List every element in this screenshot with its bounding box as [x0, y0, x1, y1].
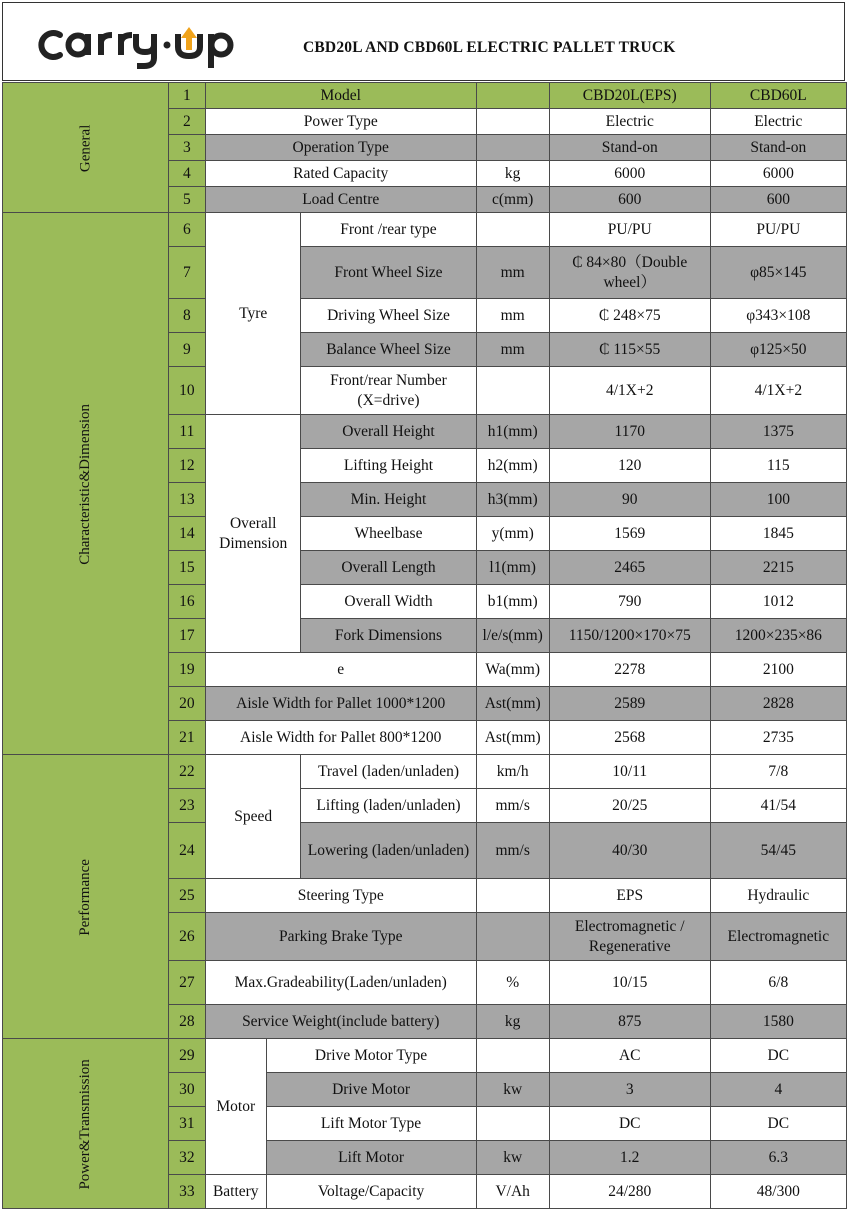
row-number: 26 [168, 913, 205, 961]
row-number: 6 [168, 213, 205, 247]
spec-label: Load Centre [205, 187, 476, 213]
spec-label: Lifting Height [301, 449, 476, 483]
spec-value-cbd60l: 6/8 [710, 961, 846, 1005]
category-characteristic-dimension: Characteristic&Dimension [3, 213, 169, 755]
spec-value-cbd20l: 2278 [549, 653, 710, 687]
spec-value-cbd60l: Hydraulic [710, 879, 846, 913]
spec-value-cbd20l: 90 [549, 483, 710, 517]
spec-value-cbd60l: 2215 [710, 551, 846, 585]
spec-value-cbd60l: PU/PU [710, 213, 846, 247]
spec-label: Balance Wheel Size [301, 333, 476, 367]
spec-label: e [205, 653, 476, 687]
spec-value-cbd60l: φ85×145 [710, 247, 846, 299]
spec-label: Drive Motor Type [266, 1039, 476, 1073]
spec-value-cbd20l: 1170 [549, 415, 710, 449]
row-number: 28 [168, 1005, 205, 1039]
row-number: 8 [168, 299, 205, 333]
spec-label: Max.Gradeability(Laden/unladen) [205, 961, 476, 1005]
spec-unit: c(mm) [476, 187, 549, 213]
spec-unit [476, 83, 549, 109]
row-number: 31 [168, 1107, 205, 1141]
spec-value-cbd20l: DC [549, 1107, 710, 1141]
spec-label: Overall Length [301, 551, 476, 585]
spec-value-cbd20l: Electric [549, 109, 710, 135]
spec-value-cbd60l: 2100 [710, 653, 846, 687]
spec-unit: y(mm) [476, 517, 549, 551]
spec-label: Service Weight(include battery) [205, 1005, 476, 1039]
row-number: 25 [168, 879, 205, 913]
spec-unit: kg [476, 161, 549, 187]
spec-value-cbd20l: 120 [549, 449, 710, 483]
spec-value-cbd60l: 1200×235×86 [710, 619, 846, 653]
row-number: 7 [168, 247, 205, 299]
spec-value-cbd20l: AC [549, 1039, 710, 1073]
spec-unit: V/Ah [476, 1175, 549, 1209]
spec-value-cbd60l: DC [710, 1107, 846, 1141]
group-motor: Motor [205, 1039, 266, 1175]
spec-value-cbd20l: 1569 [549, 517, 710, 551]
spec-unit: h3(mm) [476, 483, 549, 517]
spec-unit [476, 367, 549, 415]
spec-value-cbd60l: 41/54 [710, 789, 846, 823]
spec-label: Lift Motor [266, 1141, 476, 1175]
row-number: 5 [168, 187, 205, 213]
spec-label: Aisle Width for Pallet 1000*1200 [205, 687, 476, 721]
spec-unit [476, 1039, 549, 1073]
row-number: 12 [168, 449, 205, 483]
row-number: 30 [168, 1073, 205, 1107]
spec-unit: mm [476, 299, 549, 333]
row-number: 3 [168, 135, 205, 161]
spec-value-cbd20l: ₵ 84×80（Double wheel） [549, 247, 710, 299]
row-number: 9 [168, 333, 205, 367]
spec-unit [476, 879, 549, 913]
spec-value-cbd60l: 2828 [710, 687, 846, 721]
spec-value-cbd20l: Electromagnetic / Regenerative [549, 913, 710, 961]
row-number: 11 [168, 415, 205, 449]
spec-label: Operation Type [205, 135, 476, 161]
spec-value-cbd60l: 4 [710, 1073, 846, 1107]
spec-unit: l1(mm) [476, 551, 549, 585]
spec-label: Lowering (laden/unladen) [301, 823, 476, 879]
row-number: 19 [168, 653, 205, 687]
spec-label: Parking Brake Type [205, 913, 476, 961]
spec-value-cbd60l: 54/45 [710, 823, 846, 879]
carry-up-logo [38, 21, 253, 69]
row-number: 24 [168, 823, 205, 879]
spec-value-cbd20l: 20/25 [549, 789, 710, 823]
row-number: 13 [168, 483, 205, 517]
spec-unit [476, 109, 549, 135]
group-battery: Battery [205, 1175, 266, 1209]
group-speed: Speed [205, 755, 301, 879]
spec-value-cbd20l: 10/11 [549, 755, 710, 789]
spec-value-cbd20l: 1.2 [549, 1141, 710, 1175]
spec-value-cbd60l: φ125×50 [710, 333, 846, 367]
row-number: 29 [168, 1039, 205, 1073]
spec-label: Driving Wheel Size [301, 299, 476, 333]
spec-value-cbd60l: Stand-on [710, 135, 846, 161]
row-number: 15 [168, 551, 205, 585]
spec-value-cbd60l: 2735 [710, 721, 846, 755]
spec-unit: Wa(mm) [476, 653, 549, 687]
spec-unit: h1(mm) [476, 415, 549, 449]
spec-value-cbd60l: 6.3 [710, 1141, 846, 1175]
spec-value-cbd20l: 2465 [549, 551, 710, 585]
spec-unit [476, 913, 549, 961]
row-number: 2 [168, 109, 205, 135]
spec-unit: mm [476, 247, 549, 299]
spec-value-cbd20l: 40/30 [549, 823, 710, 879]
spec-value-cbd60l: 1012 [710, 585, 846, 619]
group-tyre: Tyre [205, 213, 301, 415]
spec-label: Front /rear type [301, 213, 476, 247]
spec-value-cbd60l: 1375 [710, 415, 846, 449]
spec-label: Drive Motor [266, 1073, 476, 1107]
spec-value-cbd20l: 875 [549, 1005, 710, 1039]
row-number: 23 [168, 789, 205, 823]
spec-value-cbd60l: 4/1X+2 [710, 367, 846, 415]
spec-value-cbd20l: 790 [549, 585, 710, 619]
document-title: CBD20L AND CBD60L ELECTRIC PALLET TRUCK [303, 39, 676, 56]
row-number: 4 [168, 161, 205, 187]
spec-label: Min. Height [301, 483, 476, 517]
spec-value-cbd20l: Stand-on [549, 135, 710, 161]
spec-label: Travel (laden/unladen) [301, 755, 476, 789]
row-number: 17 [168, 619, 205, 653]
group-overall-dimension: Overall Dimension [205, 415, 301, 653]
row-number: 1 [168, 83, 205, 109]
spec-value-cbd60l: Electric [710, 109, 846, 135]
spec-value-cbd20l: PU/PU [549, 213, 710, 247]
spec-unit [476, 135, 549, 161]
spec-unit: kw [476, 1141, 549, 1175]
row-number: 21 [168, 721, 205, 755]
category-power-transmission: Power&Transmission [3, 1039, 169, 1209]
category-general: General [3, 83, 169, 213]
spec-unit [476, 213, 549, 247]
spec-label: Power Type [205, 109, 476, 135]
spec-value-cbd60l: Electromagnetic [710, 913, 846, 961]
row-number: 20 [168, 687, 205, 721]
spec-label: Lifting (laden/unladen) [301, 789, 476, 823]
spec-unit: Ast(mm) [476, 721, 549, 755]
spec-value-cbd20l: 2568 [549, 721, 710, 755]
spec-unit: mm/s [476, 789, 549, 823]
row-number: 32 [168, 1141, 205, 1175]
spec-value-cbd60l: 1845 [710, 517, 846, 551]
spec-value-cbd60l: 600 [710, 187, 846, 213]
category-performance: Performance [3, 755, 169, 1039]
document-header [2, 2, 845, 81]
spec-unit: mm [476, 333, 549, 367]
spec-label: Rated Capacity [205, 161, 476, 187]
spec-unit: mm/s [476, 823, 549, 879]
spec-value-cbd20l: 1150/1200×170×75 [549, 619, 710, 653]
spec-label: Overall Height [301, 415, 476, 449]
row-number: 33 [168, 1175, 205, 1209]
spec-value-cbd60l: 1580 [710, 1005, 846, 1039]
row-number: 14 [168, 517, 205, 551]
spec-unit: kw [476, 1073, 549, 1107]
row-number: 22 [168, 755, 205, 789]
spec-value-cbd20l: 24/280 [549, 1175, 710, 1209]
spec-value-cbd20l: 4/1X+2 [549, 367, 710, 415]
spec-value-cbd60l: CBD60L [710, 83, 846, 109]
spec-value-cbd60l: 7/8 [710, 755, 846, 789]
spec-value-cbd60l: 115 [710, 449, 846, 483]
spec-label: Wheelbase [301, 517, 476, 551]
row-number: 10 [168, 367, 205, 415]
spec-label: Model [205, 83, 476, 109]
spec-label: Overall Width [301, 585, 476, 619]
spec-value-cbd60l: DC [710, 1039, 846, 1073]
spec-value-cbd20l: 6000 [549, 161, 710, 187]
specification-table [2, 82, 847, 1209]
spec-value-cbd20l: CBD20L(EPS) [549, 83, 710, 109]
spec-unit: b1(mm) [476, 585, 549, 619]
spec-value-cbd20l: 3 [549, 1073, 710, 1107]
spec-value-cbd60l: 6000 [710, 161, 846, 187]
spec-label: Aisle Width for Pallet 800*1200 [205, 721, 476, 755]
spec-label: Fork Dimensions [301, 619, 476, 653]
spec-unit: % [476, 961, 549, 1005]
row-number: 16 [168, 585, 205, 619]
spec-label: Front Wheel Size [301, 247, 476, 299]
spec-value-cbd20l: ₵ 248×75 [549, 299, 710, 333]
spec-label: Front/rear Number (X=drive) [301, 367, 476, 415]
spec-value-cbd20l: ₵ 115×55 [549, 333, 710, 367]
spec-unit: kg [476, 1005, 549, 1039]
spec-label: Steering Type [205, 879, 476, 913]
spec-value-cbd60l: 100 [710, 483, 846, 517]
spec-unit: l/e/s(mm) [476, 619, 549, 653]
spec-unit: Ast(mm) [476, 687, 549, 721]
spec-value-cbd20l: 2589 [549, 687, 710, 721]
row-number: 27 [168, 961, 205, 1005]
spec-value-cbd60l: 48/300 [710, 1175, 846, 1209]
spec-label: Lift Motor Type [266, 1107, 476, 1141]
spec-label: Voltage/Capacity [266, 1175, 476, 1209]
spec-value-cbd20l: 600 [549, 187, 710, 213]
spec-value-cbd20l: 10/15 [549, 961, 710, 1005]
spec-value-cbd60l: φ343×108 [710, 299, 846, 333]
spec-unit [476, 1107, 549, 1141]
spec-unit: km/h [476, 755, 549, 789]
spec-value-cbd20l: EPS [549, 879, 710, 913]
spec-unit: h2(mm) [476, 449, 549, 483]
